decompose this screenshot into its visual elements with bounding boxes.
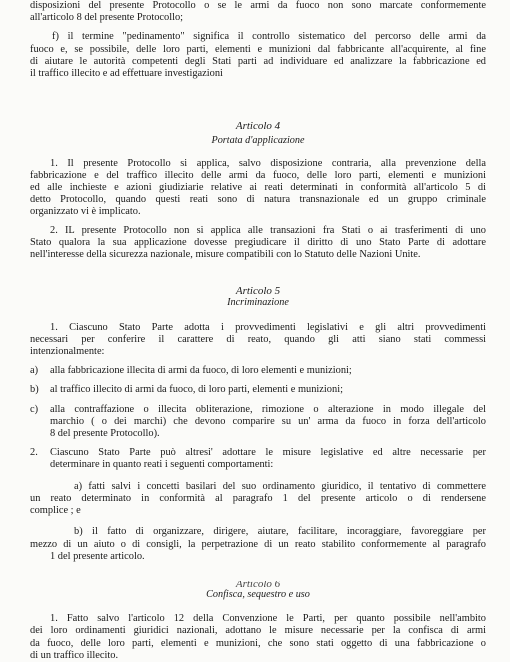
- article-subtitle: Confisca, sequestro e uso: [206, 588, 310, 600]
- list-item-b: [30, 384, 486, 396]
- article-6: [30, 581, 486, 662]
- text-line: 1 del presente articolo.: [50, 550, 145, 562]
- text-line: Stato qualora la sua applicazione dovesse pregiudicare il diritto di uno Stato Parte di adottare: [30, 236, 486, 248]
- text-line: 1. Fatto salvo l'articolo 12 della Convenzione le Parti, per quanto possibile nell'ambito: [50, 613, 486, 625]
- text-line: 2. IL presente Protocollo non si applica alle transazioni fra Stati o ai trasferimenti di uno: [50, 224, 486, 236]
- text-line: Ciascuno Stato Parte può altresi' adottare le misure legislative ed altre necessarie per: [50, 447, 486, 459]
- text-line: al traffico illecito di armi da fuoco, di loro parti, elementi e munizioni;: [50, 384, 343, 396]
- text-line: alla fabbricazione illecita di armi da fuoco, di loro elementi e munizioni;: [50, 365, 352, 377]
- article-5-paragraph-2: [30, 447, 486, 471]
- list-label: b): [30, 384, 39, 396]
- list-label: 2.: [30, 447, 38, 459]
- article-subtitle: Incriminazione: [227, 297, 289, 309]
- article-4-paragraph-2: [30, 225, 486, 262]
- article-title: Articolo 6: [235, 580, 281, 588]
- text-line: f) il termine "pedinamento" significa il controllo sistematico del percorso delle armi da: [52, 31, 486, 43]
- article-title: Articolo 4: [235, 120, 281, 133]
- article-title: Articolo 5: [235, 285, 281, 298]
- text-line: fuoco e, se possibile, delle loro parti, elementi e munizioni dal fabbricante all'acquirente, al fine: [30, 43, 486, 55]
- article-4: [30, 120, 486, 261]
- article-5-paragraph-2a: [30, 481, 486, 518]
- text-line: necessari per conferire il carattere di reato, quando gli atti siano stati commessi: [30, 333, 486, 345]
- text-line: a) fatti salvi i concetti basilari del suo ordinamento giuridico, il tentativo di commettere: [74, 480, 486, 492]
- text-line: all'articolo 8 del presente Protocollo;: [30, 12, 184, 24]
- article-5-paragraph-1: [30, 322, 486, 359]
- article-subtitle: Portata d'applicazione: [211, 135, 305, 147]
- definition-f: [30, 31, 486, 80]
- text-line: di aiutare le autorità competenti degli Stati parti ad individuare ed analizzare la fabbricazione ed: [30, 55, 486, 67]
- text-line: un reato determinato in conformità al paragrafo 1 del presente articolo o di rendersene: [30, 492, 486, 504]
- text-line: mezzo di un aiuto o di consigli, la perpetrazione di un reato stabilito conformemente al paragrafo: [30, 538, 486, 550]
- text-line: il traffico illecito e ad effettuare investigazioni: [30, 68, 223, 80]
- article-4-paragraph-1: [30, 158, 486, 219]
- text-line: complice ; e: [30, 505, 81, 517]
- text-line: dei loro ordinamenti giuridici nazionali, adottano le misure necessarie per la confisca di armi: [30, 625, 486, 637]
- text-line: marchio ( o dei marchi) che devono comparire su un' arma da fuoco in forza dell'articolo: [50, 415, 486, 427]
- text-line: ed alle inchieste e azioni giudiziarie relative ai reati determinati in conformità all'articolo 5 di: [30, 182, 486, 194]
- text-line: organizzato vi è implicato.: [30, 206, 141, 218]
- list-item-c: [30, 404, 486, 441]
- list-item-a: [30, 365, 486, 377]
- text-line: 1. Il presente Protocollo si applica, salvo disposizione contraria, alla prevenzione della: [50, 157, 486, 169]
- article-5-paragraph-2b: [30, 526, 486, 563]
- text-line: intenzionalmente:: [30, 346, 105, 358]
- text-line: detto Protocollo, quando questi reati sono di natura transnazionale ed un gruppo criminale: [30, 194, 486, 206]
- text-line: nell'interesse della sicurezza nazionale, misure compatibili con lo Statuto delle Nazioni Unite.: [30, 249, 421, 261]
- text-line: 1. Ciascuno Stato Parte adotta i provvedimenti legislativi e gli altri provvedimenti: [50, 321, 486, 333]
- text-line: 8 del presente Protocollo).: [50, 428, 160, 440]
- top-continuation: [30, 0, 486, 24]
- text-line: disposizioni del presente Protocollo o se le armi da fuoco non sono marcate conformemente: [30, 0, 486, 11]
- text-line: alla contraffazione o illecita obliterazione, rimozione o alterazione in modo illegale del: [50, 403, 486, 415]
- text-line: di un traffico illecito.: [30, 649, 119, 661]
- text-line: fabbricazione e del traffico illecito delle armi da fuoco, delle loro parti, elementi e munizioni: [30, 169, 486, 181]
- list-label: a): [30, 365, 39, 377]
- article-6-paragraph-1: [30, 613, 486, 662]
- text-line: b) il fatto di organizzare, dirigere, aiutare, facilitare, incoraggiare, favoreggiare per: [74, 526, 486, 538]
- text-line: determinare in quanto reati i seguenti comportamenti:: [50, 459, 274, 471]
- article-5: [30, 285, 486, 563]
- text-line: da fuoco, delle loro parti, elementi e munizioni, che sono stati oggetto di una fabbricazione o: [30, 637, 486, 649]
- list-label: c): [30, 403, 39, 415]
